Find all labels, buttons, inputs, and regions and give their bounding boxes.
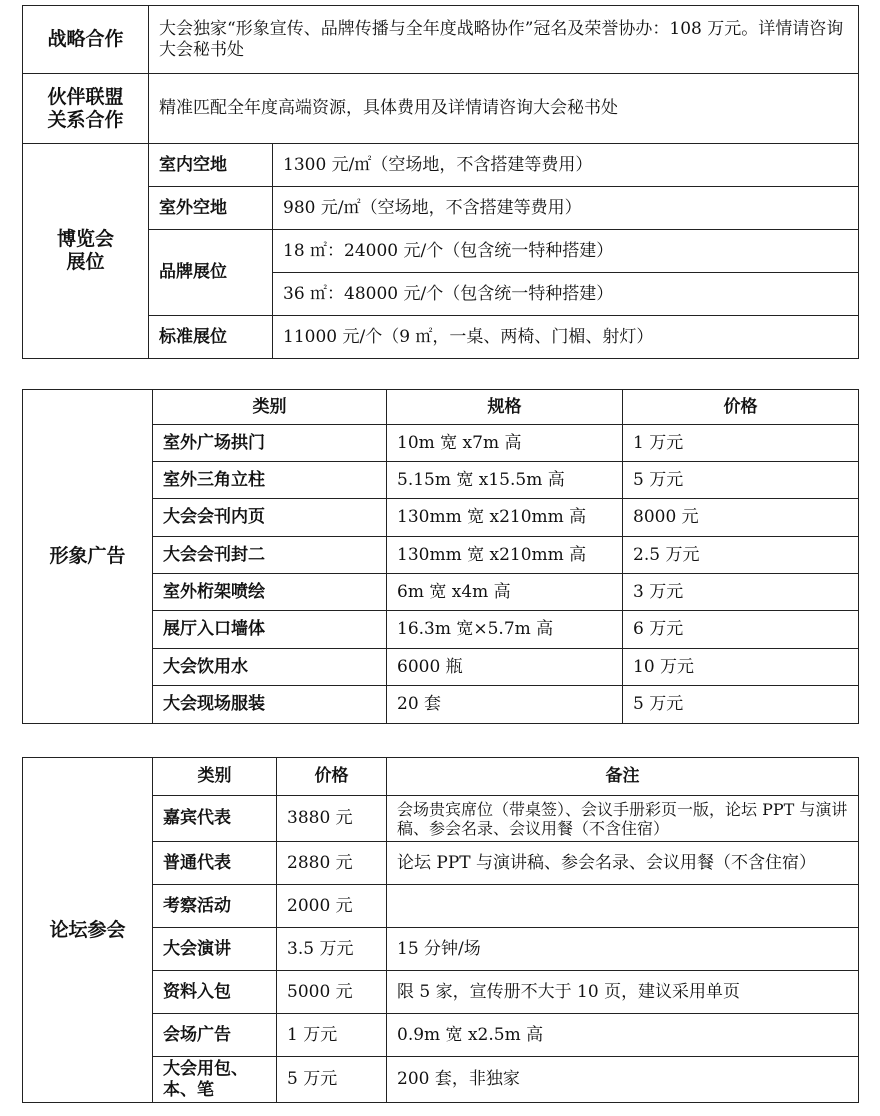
- attendee-price: 5000 元: [277, 971, 387, 1014]
- table-header-row: [23, 758, 859, 796]
- table-row: [23, 187, 859, 230]
- attendee-note: 15 分钟/场: [387, 928, 859, 971]
- attendee-note: [387, 885, 859, 928]
- column-header: 规格: [387, 390, 623, 425]
- ad-spec: 16.3m 宽×5.7m 高: [387, 611, 623, 649]
- ad-spec: 6m 宽 x4m 高: [387, 574, 623, 611]
- ad-item: 大会会刊内页: [153, 499, 387, 537]
- attendee-note: 200 套，非独家: [387, 1057, 859, 1103]
- booth-price: 18 ㎡：24000 元/个（包含统一特种搭建）: [273, 230, 859, 273]
- table-row: [23, 230, 859, 273]
- ad-spec: 5.15m 宽 x15.5m 高: [387, 462, 623, 499]
- section-label-forum: 论坛参会: [23, 758, 153, 1103]
- partner-description: 精准匹配全年度高端资源，具体费用及详情请咨询大会秘书处: [149, 74, 859, 144]
- ad-item: 室外三角立柱: [153, 462, 387, 499]
- column-header: 价格: [277, 758, 387, 796]
- ad-item: 大会会刊封二: [153, 537, 387, 574]
- ad-price: 1 万元: [623, 425, 859, 462]
- attendee-price: 2880 元: [277, 842, 387, 885]
- ad-spec: 10m 宽 x7m 高: [387, 425, 623, 462]
- ad-item: 大会饮用水: [153, 649, 387, 686]
- attendee-note: 0.9m 宽 x2.5m 高: [387, 1014, 859, 1057]
- attendee-type: 大会用包、本、笔: [153, 1057, 277, 1103]
- ad-price: 8000 元: [623, 499, 859, 537]
- attendee-type: 考察活动: [153, 885, 277, 928]
- section-label-line: 博览会: [56, 228, 114, 250]
- attendee-type: 嘉宾代表: [153, 796, 277, 842]
- ad-price: 10 万元: [623, 649, 859, 686]
- column-header: 价格: [623, 390, 859, 425]
- table-row: [23, 144, 859, 187]
- section-label-booth: [23, 144, 149, 359]
- ad-price: 2.5 万元: [623, 537, 859, 574]
- attendee-price: 5 万元: [277, 1057, 387, 1103]
- ad-price: 5 万元: [623, 686, 859, 724]
- ad-item: 室外广场拱门: [153, 425, 387, 462]
- attendee-price: 2000 元: [277, 885, 387, 928]
- cooperation-table: [22, 5, 859, 359]
- booth-price: 11000 元/个（9 ㎡，一桌、两椅、门楣、射灯）: [273, 316, 859, 359]
- ad-spec: 20 套: [387, 686, 623, 724]
- ad-item: 室外桁架喷绘: [153, 574, 387, 611]
- attendee-type: 资料入包: [153, 971, 277, 1014]
- forum-attendance-table: [22, 757, 859, 1103]
- booth-price: 1300 元/㎡（空场地，不含搭建等费用）: [273, 144, 859, 187]
- table-row: [23, 74, 859, 144]
- section-label-partner: [23, 74, 149, 144]
- section-label-line: 展位: [66, 251, 105, 273]
- attendee-note: 会场贵宾席位（带桌签）、会议手册彩页一版，论坛 PPT 与演讲稿、参会名录、会议用餐（不含住宿）: [387, 796, 859, 842]
- booth-type: 品牌展位: [149, 230, 273, 316]
- strategic-description: 大会独家“形象宣传、品牌传播与全年度战略协作”冠名及荣誉协办：108 万元。详情请咨询大会秘书处: [149, 6, 859, 74]
- attendee-note: 限 5 家，宣传册不大于 10 页，建议采用单页: [387, 971, 859, 1014]
- booth-type: 室外空地: [149, 187, 273, 230]
- attendee-type: 大会演讲: [153, 928, 277, 971]
- attendee-price: 3880 元: [277, 796, 387, 842]
- attendee-price: 1 万元: [277, 1014, 387, 1057]
- attendee-type: 会场广告: [153, 1014, 277, 1057]
- column-header: 类别: [153, 390, 387, 425]
- attendee-type: 普通代表: [153, 842, 277, 885]
- ad-spec: 130mm 宽 x210mm 高: [387, 537, 623, 574]
- section-label-line: 伙伴联盟: [47, 85, 124, 108]
- attendee-price: 3.5 万元: [277, 928, 387, 971]
- section-label-strategic: 战略合作: [23, 6, 149, 74]
- ad-item: 展厅入口墙体: [153, 611, 387, 649]
- table-row: [23, 6, 859, 74]
- ad-item: 大会现场服装: [153, 686, 387, 724]
- ad-price: 3 万元: [623, 574, 859, 611]
- advertising-table: [22, 389, 859, 724]
- booth-type: 标准展位: [149, 316, 273, 359]
- ad-price: 6 万元: [623, 611, 859, 649]
- column-header: 备注: [387, 758, 859, 796]
- section-label-line: 关系合作: [47, 108, 124, 131]
- ad-spec: 130mm 宽 x210mm 高: [387, 499, 623, 537]
- booth-price: 980 元/㎡（空场地，不含搭建等费用）: [273, 187, 859, 230]
- ad-price: 5 万元: [623, 462, 859, 499]
- table-row: [23, 316, 859, 359]
- booth-type: 室内空地: [149, 144, 273, 187]
- section-label-advertising: 形象广告: [23, 390, 153, 724]
- attendee-note: 论坛 PPT 与演讲稿、参会名录、会议用餐（不含住宿）: [387, 842, 859, 885]
- column-header: 类别: [153, 758, 277, 796]
- booth-price: 36 ㎡：48000 元/个（包含统一特种搭建）: [273, 273, 859, 316]
- table-header-row: [23, 390, 859, 425]
- ad-spec: 6000 瓶: [387, 649, 623, 686]
